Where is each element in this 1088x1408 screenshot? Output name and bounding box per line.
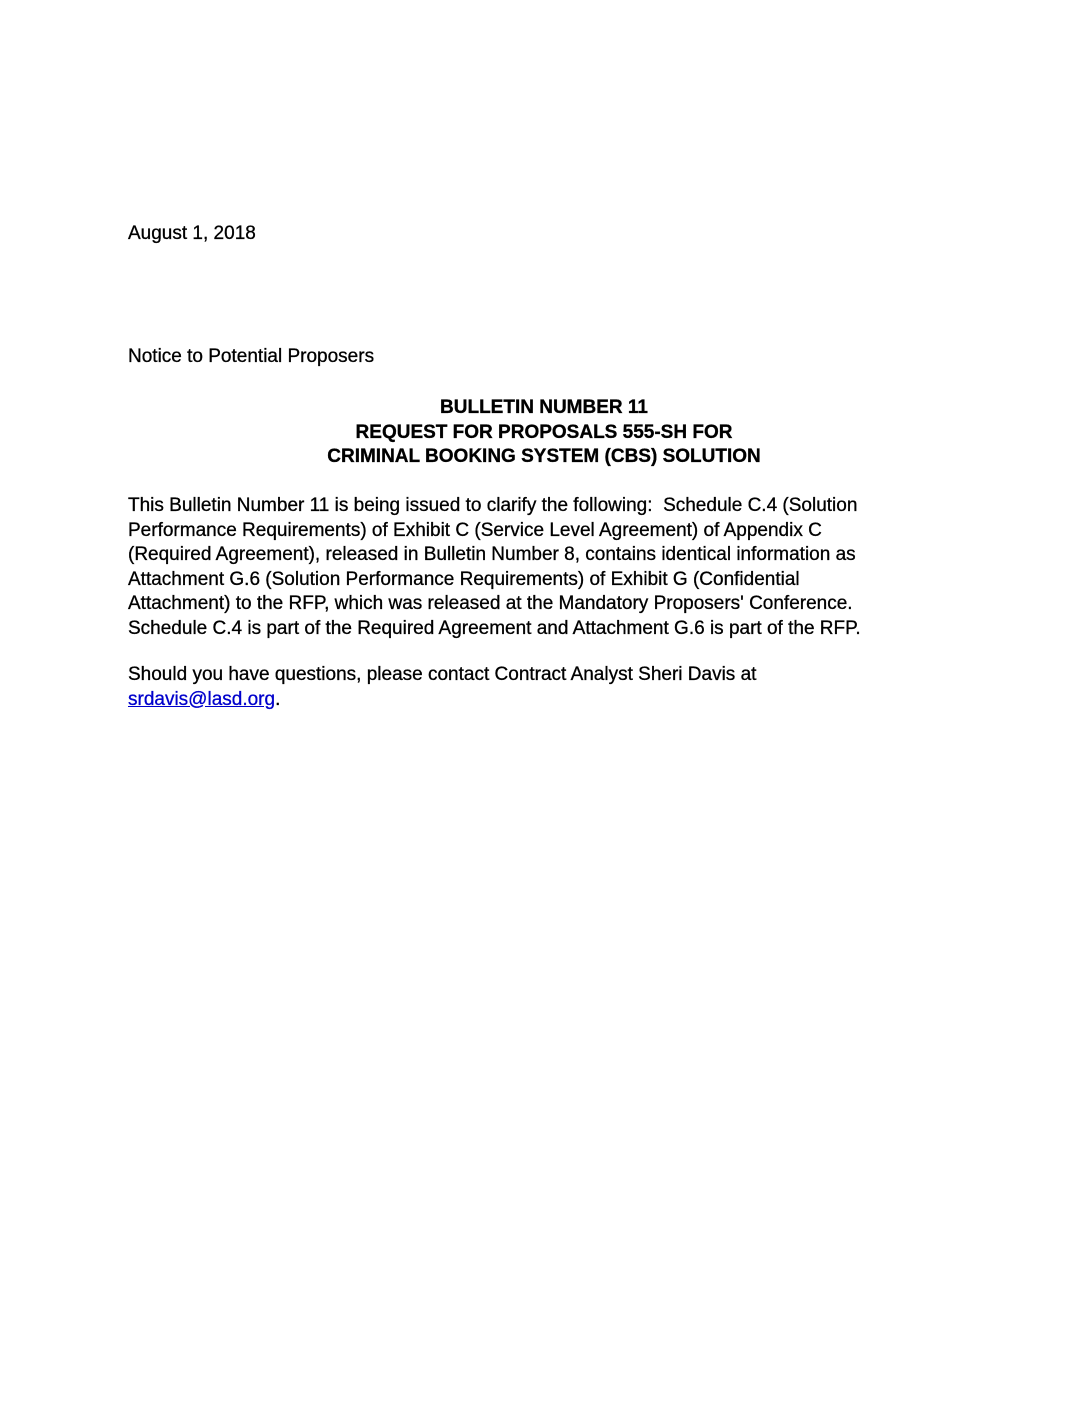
email-suffix-period: . (275, 688, 281, 710)
bulletin-title-line-1: BULLETIN NUMBER 11 (440, 397, 648, 418)
contact-paragraph (128, 663, 960, 712)
body-line: (Required Agreement), released in Bulletin Number 8, contains identical information as (128, 544, 856, 565)
bulletin-title-line-2: REQUEST FOR PROPOSALS 555-SH FOR (355, 421, 733, 443)
body-line: Attachment G.6 (Solution Performance Requirements) of Exhibit G (Confidential (128, 568, 800, 590)
bulletin-title-line-3: CRIMINAL BOOKING SYSTEM (CBS) SOLUTION (327, 446, 761, 467)
body-line: Schedule C.4 is part of the Required Agreement and Attachment G.6 is part of the RFP. (128, 617, 861, 639)
salutation-text: Notice to Potential Proposers (128, 346, 375, 367)
date-text: August 1, 2018 (128, 223, 256, 244)
body-paragraph (128, 494, 960, 641)
body-line: This Bulletin Number 11 is being issued to clarify the following: Schedule C.4 (Solution (128, 495, 858, 516)
contact-line: Should you have questions, please contact Contract Analyst Sheri Davis at (128, 664, 757, 685)
contact-email-line (128, 688, 960, 713)
bulletin-title (128, 396, 960, 470)
body-line: Attachment) to the RFP, which was released at the Mandatory Proposers' Conference. (128, 593, 853, 614)
email-link[interactable]: srdavis@lasd.org (128, 688, 276, 710)
body-line: Performance Requirements) of Exhibit C (Service Level Agreement) of Appendix C (128, 519, 822, 541)
